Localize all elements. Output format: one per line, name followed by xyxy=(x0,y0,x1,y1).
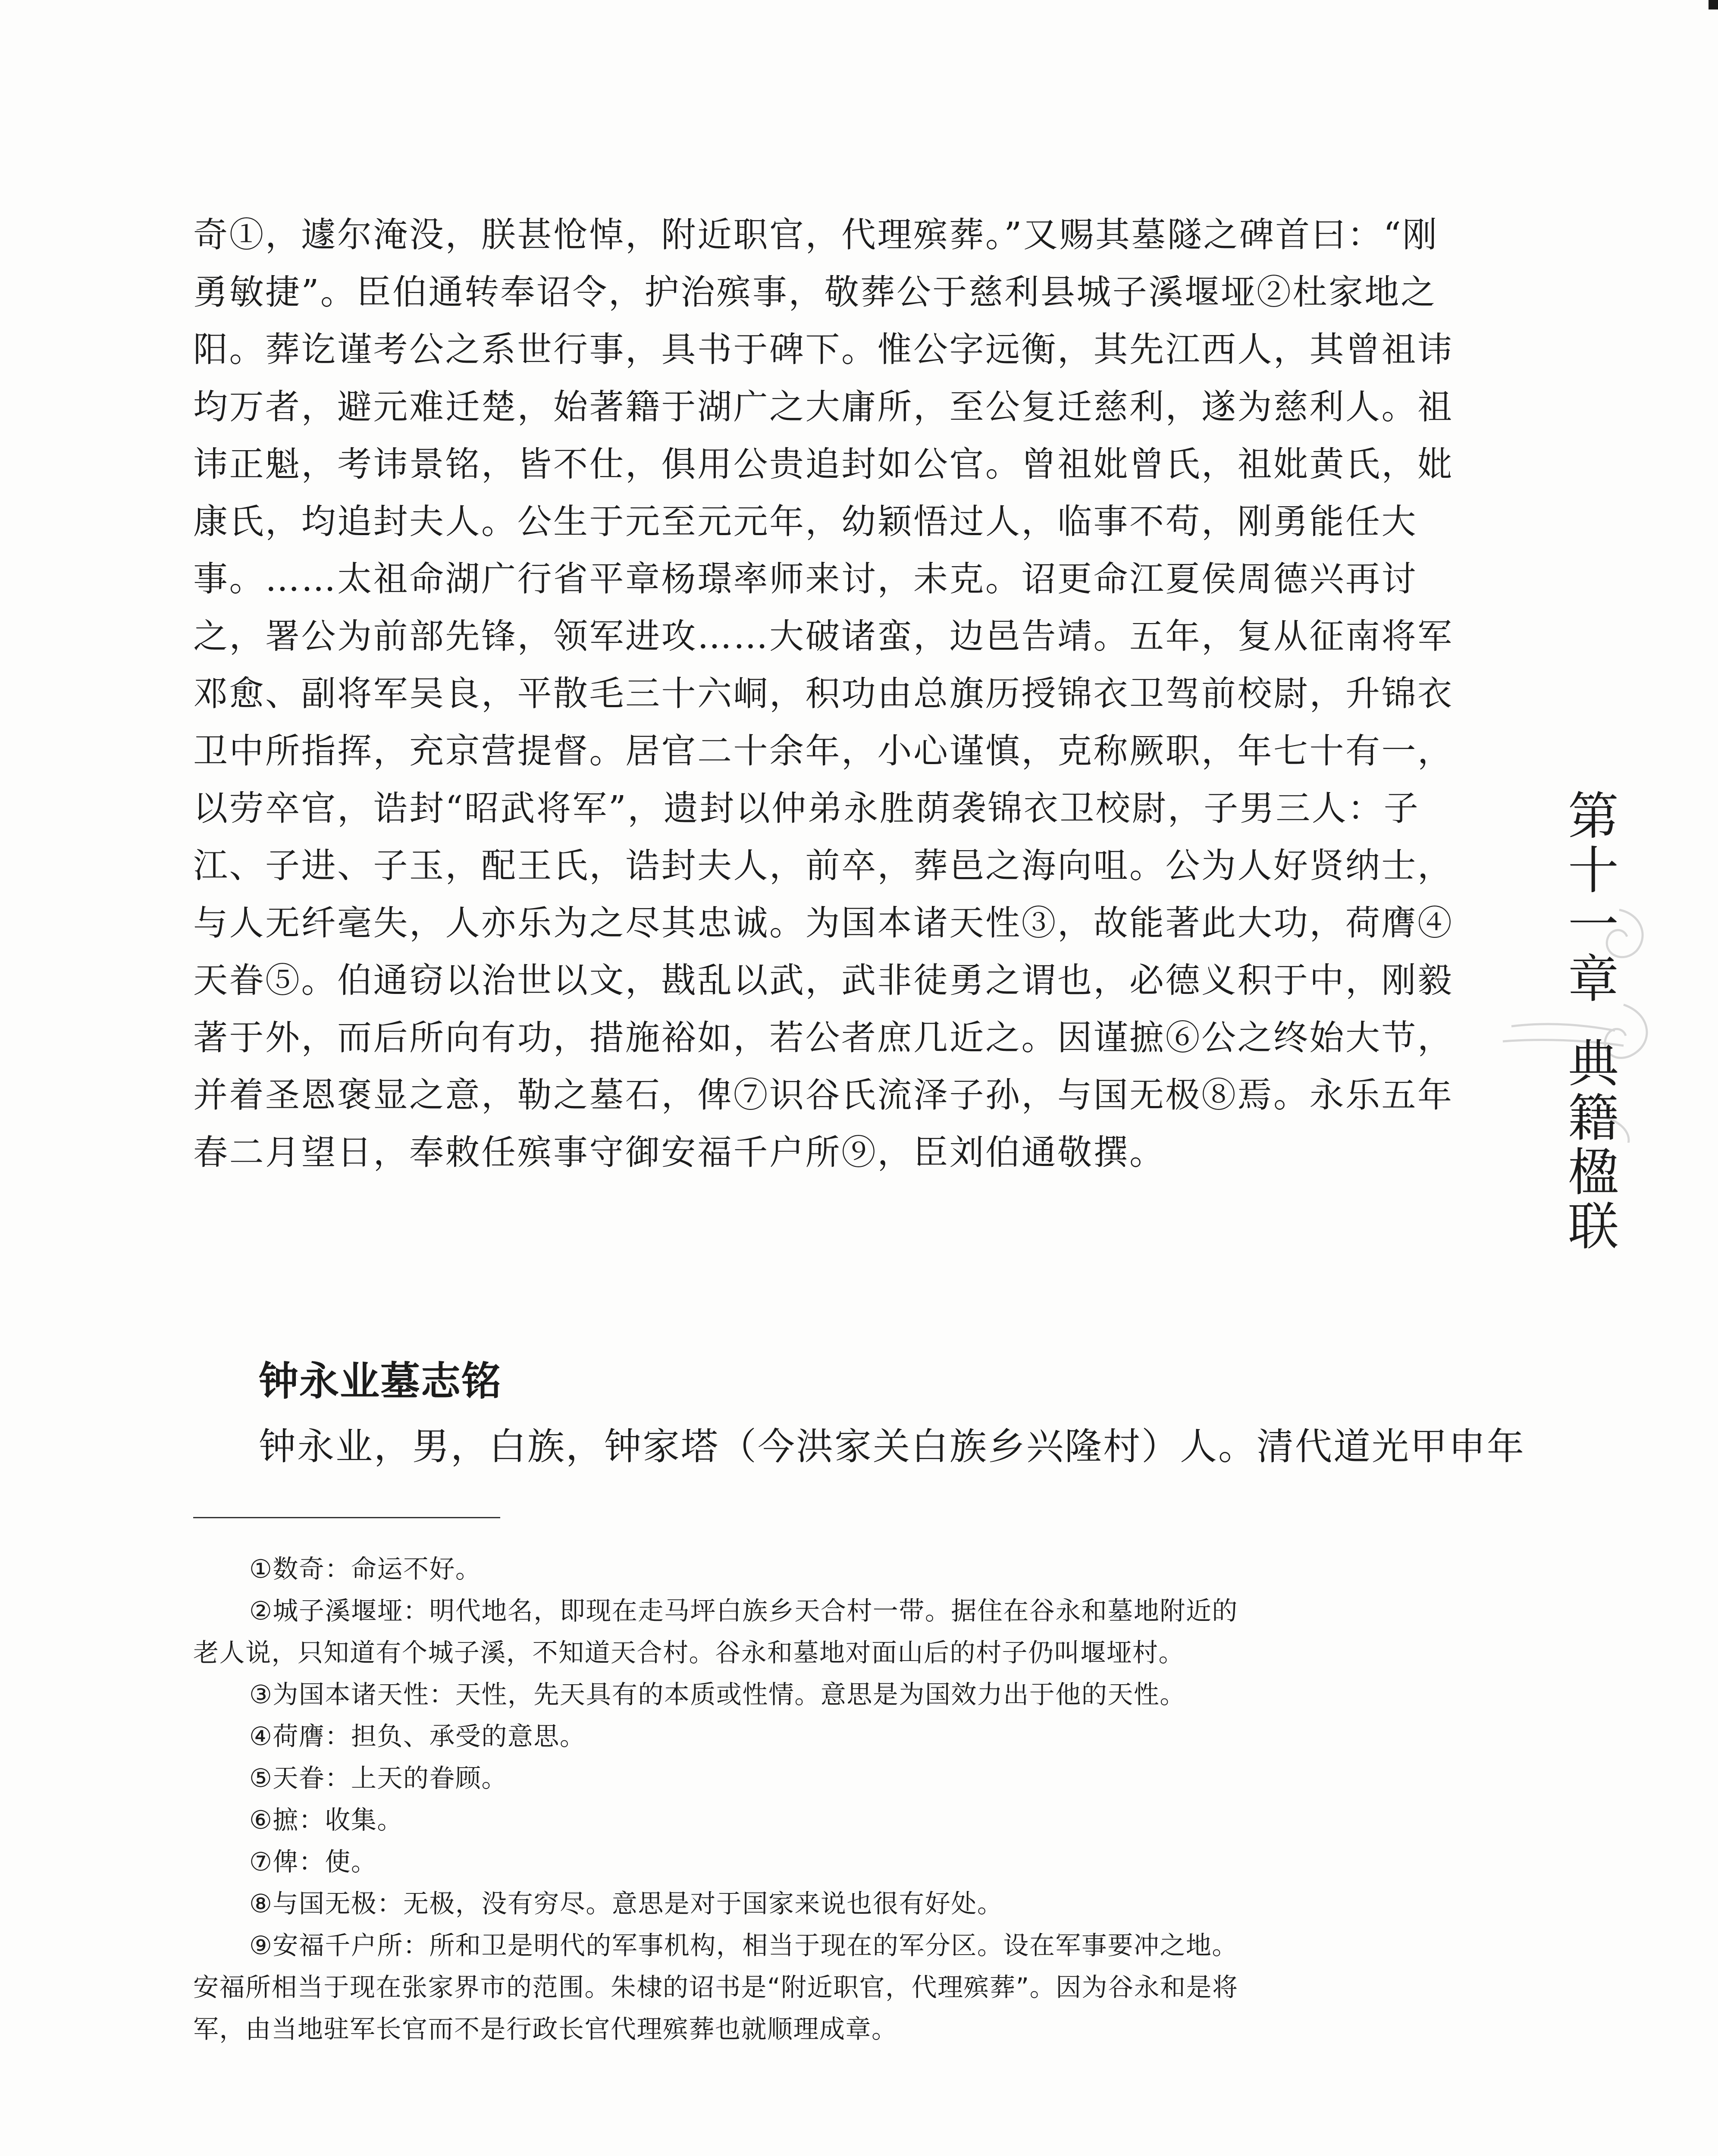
text-line: 并着圣恩褒显之意，勒之墓石，俾⑦识谷氏流泽子孙，与国无极⑧焉。永乐五年 xyxy=(193,1075,1454,1115)
footnote xyxy=(193,1673,1457,1715)
footnote xyxy=(193,1799,1457,1841)
footnote-line: 军，由当地驻军长官而不是行政长官代理殡葬也就顺理成章。 xyxy=(193,2014,898,2044)
section-title: 钟永业墓志铭 xyxy=(259,1358,502,1404)
text-line: 事。……太祖命湖广行省平章杨璟率师来讨，未克。诏更命江夏侯周德兴再讨 xyxy=(193,559,1417,599)
text-line: 以劳卒官，诰封“昭武将军”，遗封以仲弟永胜荫袭锦衣卫校尉，子男三人：子 xyxy=(193,788,1420,828)
text-line: 勇敏捷”。臣伯通转奉诏令，护治殡事，敬葬公于慈利县城子溪堰垭②杜家地之 xyxy=(193,272,1437,312)
footnote xyxy=(193,1757,1457,1799)
footnote xyxy=(193,1924,1457,2050)
text-line: 均万者，避元难迁楚，始著籍于湖广之大庸所，至公复迁慈利，遂为慈利人。祖 xyxy=(193,387,1454,427)
footnote xyxy=(193,1590,1457,1673)
text-line: 春二月望日，奉敕任殡事守御安福千户所⑨，臣刘伯通敬撰。 xyxy=(193,1132,1166,1172)
text-line: 康氏，均追封夫人。公生于元至元元年，幼颖悟过人，临事不苟，刚勇能任大 xyxy=(193,501,1417,542)
footnote xyxy=(193,1883,1457,1924)
text-line: 著于外，而后所向有功，措施裕如，若公者庶几近之。因谨摭⑥公之终始大节， xyxy=(193,1018,1454,1058)
footnote xyxy=(193,1715,1457,1757)
footnote-line: ⑤天眷：上天的眷顾。 xyxy=(249,1763,508,1793)
text-line: 奇①，遽尔淹没，朕甚怆悼，附近职官，代理殡葬。”又赐其墓隧之碑首曰：“刚 xyxy=(193,215,1439,255)
chapter-topic-label: 典 籍 楹 联 xyxy=(1568,1034,1619,1257)
footnote-line: ⑥摭：收集。 xyxy=(249,1805,403,1835)
text-line: 天眷⑤。伯通窃以治世以文，戡乱以武，武非徒勇之谓也，必德义积于中，刚毅 xyxy=(193,960,1454,1000)
chapter-side-label xyxy=(1565,787,1621,1257)
text-line: 讳正魁，考讳景铭，皆不仕，俱用公贵追封如公官。曾祖妣曾氏，祖妣黄氏，妣 xyxy=(193,444,1454,484)
text-line: 与人无纤毫失，人亦乐为之尽其忠诚。为国本诸天性③，故能著此大功，荷膺④ xyxy=(193,903,1454,943)
text-line: 江、子进、子玉，配王氏，诰封夫人，前卒，葬邑之海向咀。公为人好贤纳士， xyxy=(193,846,1454,886)
footnote-line: ④荷膺：担负、承受的意思。 xyxy=(249,1721,586,1751)
footnote-line: ③为国本诸天性：天性，先天具有的本质或性情。意思是为国效力出于他的天性。 xyxy=(249,1680,1186,1709)
text-line: 之，署公为前部先锋，领军进攻……大破诸蛮，边邑告靖。五年，复从征南将军 xyxy=(193,616,1454,656)
text-line: 卫中所指挥，充京营提督。居官二十余年，小心谨慎，克称厥职，年七十有一， xyxy=(193,731,1454,771)
footnote-line: 安福所相当于现在张家界市的范围。朱棣的诏书是“附近职官，代理殡葬”。因为谷永和是将 xyxy=(193,1972,1238,2002)
footnote-separator xyxy=(193,1517,500,1518)
footnote-line: 老人说，只知道有个城子溪，不知道天合村。谷永和墓地对面山后的村子仍叫堰垭村。 xyxy=(193,1638,1185,1667)
scan-corner-mark xyxy=(1709,0,1718,9)
text-line: 邓愈、副将军吴良，平散毛三十六峒，积功由总旗历授锦衣卫驾前校尉，升锦衣 xyxy=(193,674,1454,714)
text-line: 阳。葬讫谨考公之系世行事，具书于碑下。惟公字远衡，其先江西人，其曾祖讳 xyxy=(193,329,1454,370)
footnote-line: ①数奇：命运不好。 xyxy=(249,1554,482,1584)
section-first-line: 钟永业，男，白族，钟家塔（今洪家关白族乡兴隆村）人。清代道光甲申年 xyxy=(259,1425,1525,1468)
chapter-label: 第 十 一 章 xyxy=(1568,787,1619,1009)
footnote xyxy=(193,1548,1457,1590)
footnotes xyxy=(193,1548,1457,2050)
footnote-line: ②城子溪堰垭：明代地名，即现在走马坪白族乡天合村一带。据住在谷永和墓地附近的 xyxy=(249,1596,1238,1626)
footnote-line: ⑧与国无极：无极，没有穷尽。意思是对于国家来说也很有好处。 xyxy=(249,1889,1003,1918)
main-text-block xyxy=(193,206,1457,1181)
footnote-line: ⑨安福千户所：所和卫是明代的军事机构，相当于现在的军分区。设在军事要冲之地。 xyxy=(249,1930,1238,1960)
footnote xyxy=(193,1841,1457,1883)
footnote-line: ⑦俾：使。 xyxy=(249,1847,377,1877)
